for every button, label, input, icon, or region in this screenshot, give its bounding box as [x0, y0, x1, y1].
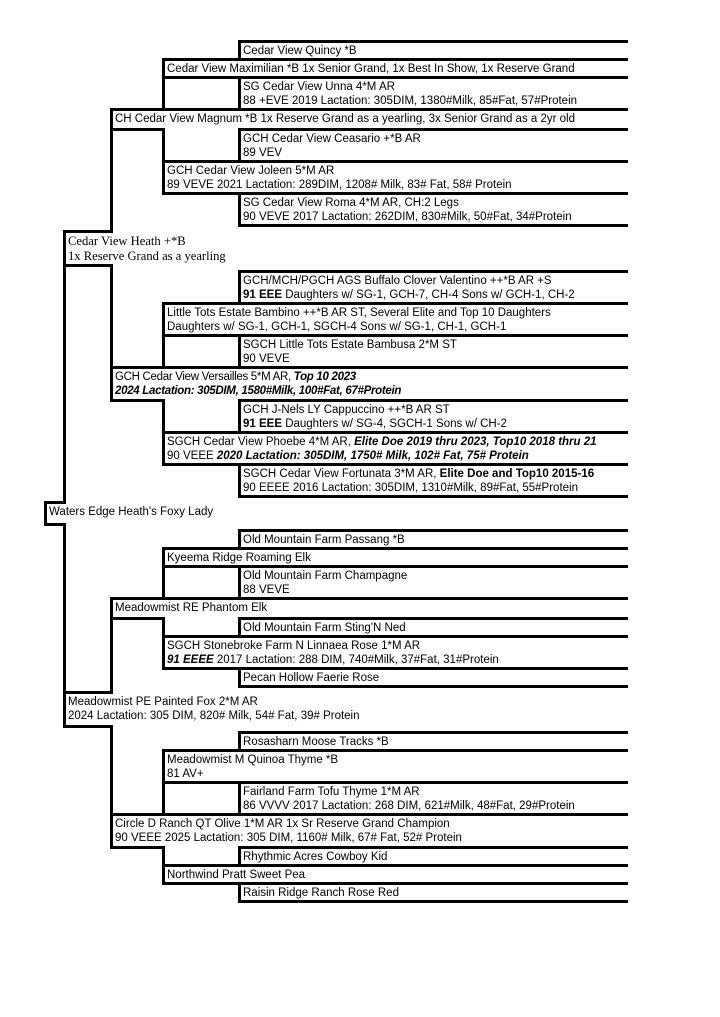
- pedigree-node-ceasario: [243, 132, 421, 160]
- sire-connector-line: [162, 58, 165, 111]
- node-bottom-line: [110, 399, 165, 402]
- sire-connector-line: [238, 128, 241, 163]
- animal-details: 89 VEV: [243, 147, 282, 159]
- animal-name: Northwind Pratt Sweet Pea: [167, 869, 306, 881]
- animal-name: Little Tots Estate Bambino ++*B AR ST, Several Elite and Top 10 Daughters: [167, 307, 551, 319]
- node-top-line: [110, 108, 628, 111]
- sire-connector-line: [162, 749, 165, 816]
- animal-details: 1x Reserve Grand as a yearling: [68, 249, 226, 263]
- animal-name: SGCH Cedar View Phoebe 4*M AR, Elite Doe 2019 thru 2023, Top10 2018 thru 21: [167, 436, 597, 448]
- pedigree-node-quincy: [243, 44, 357, 58]
- dam-connector-line: [162, 399, 165, 466]
- dam-connector-line: [63, 523, 66, 728]
- pedigree-node-rose-red: [243, 886, 399, 900]
- pedigree-node-faerie-rose: [243, 671, 379, 685]
- pedigree-node-foxy-lady: [49, 505, 213, 519]
- animal-details: Daughters w/ SG-1, GCH-1, SGCH-4 Sons w/ SG-1, CH-1, GCH-1: [167, 321, 507, 333]
- node-top-line: [238, 882, 628, 885]
- dam-connector-line: [110, 264, 113, 402]
- animal-details: 2024 Lactation: 305DIM, 1580#Milk, 100#Fat, 67#Protein: [115, 385, 402, 397]
- pedigree-node-roma: [243, 196, 572, 224]
- node-bottom-line: [238, 900, 628, 903]
- animal-details: 81 AV+: [167, 768, 204, 780]
- animal-name: GCH J-Nels LY Cappuccino ++*B AR ST: [243, 404, 450, 416]
- animal-name: GCH Cedar View Ceasario +*B AR: [243, 133, 421, 145]
- animal-details: 90 VEEE 2020 Lactation: 305DIM, 1750# Milk, 102# Fat, 75# Protein: [167, 450, 529, 462]
- pedigree-node-phoebe: [167, 435, 597, 463]
- dam-connector-line: [162, 128, 165, 195]
- sire-connector-line: [110, 108, 113, 233]
- animal-details: 91 EEE Daughters w/ SG-1, GCH-7, CH-4 Sons w/ GCH-1, CH-2: [243, 289, 575, 301]
- dam-connector-line: [238, 667, 241, 688]
- pedigree-node-passang: [243, 533, 405, 547]
- animal-name: Cedar View Maximilian *B 1x Senior Grand, 1x Best In Show, 1x Reserve Grand: [167, 63, 575, 75]
- sire-connector-line: [162, 302, 165, 369]
- node-bottom-line: [63, 264, 113, 267]
- node-top-line: [162, 864, 628, 867]
- animal-details: 91 EEE Daughters w/ SG-4, SGCH-1 Sons w/ CH-2: [243, 418, 507, 430]
- animal-name: GCH/MCH/PGCH AGS Buffalo Clover Valentino ++*B AR +S: [243, 275, 552, 287]
- animal-name: Cedar View Heath +*B: [68, 234, 186, 248]
- dam-connector-line: [238, 334, 241, 369]
- pedigree-node-unna: [243, 80, 577, 108]
- dam-connector-line: [238, 192, 241, 227]
- dam-connector-line: [162, 617, 165, 670]
- pedigree-node-moose-tracks: [243, 735, 389, 749]
- node-bottom-line: [110, 617, 165, 620]
- node-top-line: [110, 597, 628, 600]
- node-top-line: [238, 399, 628, 402]
- node-top-line: [238, 463, 628, 466]
- pedigree-node-fortunata: [243, 467, 594, 495]
- animal-name: Pecan Hollow Faerie Rose: [243, 672, 380, 684]
- animal-name: Meadowmist M Quinoa Thyme *B: [167, 754, 339, 766]
- dam-connector-line: [162, 846, 165, 885]
- animal-name: Old Mountain Farm Champagne: [243, 570, 408, 582]
- animal-details: 90 VEEE 2025 Lactation: 305 DIM, 1160# Milk, 67# Fat, 52# Protein: [115, 832, 462, 844]
- node-top-line: [162, 58, 628, 61]
- node-top-line: [238, 846, 628, 849]
- pedigree-node-phantom-elk: [115, 601, 267, 615]
- animal-name: Meadowmist RE Phantom Elk: [115, 602, 268, 614]
- pedigree-node-olive: [115, 817, 462, 845]
- animal-details: 88 VEVE: [243, 584, 290, 596]
- dam-connector-line: [238, 463, 241, 498]
- node-bottom-line: [238, 685, 628, 688]
- node-top-line: [238, 731, 628, 734]
- node-top-line: [162, 635, 628, 638]
- animal-details: 90 EEEE 2016 Lactation: 305DIM, 1310#Milk, 89#Fat, 55#Protein: [243, 482, 578, 494]
- sire-connector-line: [110, 597, 113, 694]
- dam-connector-line: [110, 725, 113, 849]
- node-bottom-line: [238, 495, 628, 498]
- node-top-line: [238, 667, 628, 670]
- node-left-border-line: [44, 501, 47, 526]
- animal-details: 88 +EVE 2019 Lactation: 305DIM, 1380#Milk, 85#Fat, 57#Protein: [243, 95, 578, 107]
- node-bottom-line: [238, 224, 628, 227]
- animal-details: 2024 Lactation: 305 DIM, 820# Milk, 54# Fat, 39# Protein: [68, 710, 360, 722]
- pedigree-node-versailles: [115, 370, 401, 398]
- animal-name: GCH Cedar View Versailles 5*M AR, Top 10 2023: [115, 371, 356, 383]
- pedigree-node-cowboy-kid: [243, 850, 387, 864]
- animal-details: 90 VEVE: [243, 353, 290, 365]
- pedigree-node-roaming-elk: [167, 551, 311, 565]
- node-top-line: [238, 76, 628, 79]
- node-top-line: [63, 691, 113, 694]
- node-top-line: [162, 431, 628, 434]
- pedigree-node-tofu-thyme: [243, 785, 575, 813]
- animal-details: 91 EEEE 2017 Lactation: 288 DIM, 740#Milk, 37#Fat, 31#Protein: [167, 654, 499, 666]
- pedigree-node-linnaea-rose: [167, 639, 499, 667]
- animal-name: Circle D Ranch QT Olive 1*M AR 1x Sr Reserve Grand Champion: [115, 818, 450, 830]
- dam-connector-line: [238, 882, 241, 903]
- animal-name: SGCH Stonebroke Farm N Linnaea Rose 1*M AR: [167, 640, 421, 652]
- animal-name: SG Cedar View Roma 4*M AR, CH:2 Legs: [243, 197, 459, 209]
- node-top-line: [238, 565, 628, 568]
- sire-connector-line: [162, 547, 165, 600]
- pedigree-node-bambusa: [243, 338, 457, 366]
- pedigree-node-maximilian: [167, 62, 575, 76]
- node-top-line: [63, 230, 113, 233]
- pedigree-node-bambino: [167, 306, 551, 334]
- pedigree-node-painted-fox: [68, 695, 360, 723]
- sire-connector-line: [238, 40, 241, 61]
- node-top-line: [110, 813, 628, 816]
- animal-details: 86 VVVV 2017 Lactation: 268 DIM, 621#Milk, 48#Fat, 29#Protein: [243, 800, 575, 812]
- animal-name: Old Mountain Farm Sting'N Ned: [243, 622, 406, 634]
- pedigree-node-magnum: [115, 112, 575, 126]
- sire-connector-line: [238, 846, 241, 867]
- dam-connector-line: [238, 565, 241, 600]
- animal-name: SG Cedar View Unna 4*M AR: [243, 81, 395, 93]
- node-top-line: [110, 366, 628, 369]
- animal-name: CH Cedar View Magnum *B 1x Reserve Grand as a yearling, 3x Senior Grand as a 2yr old: [115, 113, 576, 125]
- node-top-line: [162, 302, 628, 305]
- animal-name: Meadowmist PE Painted Fox 2*M AR: [68, 696, 258, 708]
- animal-name: Rosasharn Moose Tracks *B: [243, 736, 389, 748]
- pedigree-node-cappuccino: [243, 403, 507, 431]
- animal-name: Rhythmic Acres Cowboy Kid: [243, 851, 388, 863]
- animal-name: Cedar View Quincy *B: [243, 45, 357, 57]
- node-top-line: [238, 781, 628, 784]
- node-bottom-line: [63, 725, 113, 728]
- node-top-line: [238, 40, 628, 43]
- animal-details: 90 VEVE 2017 Lactation: 262DIM, 830#Milk, 50#Fat, 34#Protein: [243, 211, 572, 223]
- sire-connector-line: [238, 617, 241, 638]
- node-bottom-line: [110, 846, 165, 849]
- sire-connector-line: [238, 270, 241, 305]
- node-top-line: [238, 270, 628, 273]
- node-top-line: [162, 160, 628, 163]
- node-top-line: [238, 617, 628, 620]
- pedigree-node-sweet-pea: [167, 868, 305, 882]
- pedigree-node-sting-n-ned: [243, 621, 406, 635]
- node-top-line: [238, 128, 628, 131]
- animal-name: Old Mountain Farm Passang *B: [243, 534, 405, 546]
- pedigree-node-quinoa-thyme: [167, 753, 338, 781]
- pedigree-node-heath: [68, 234, 226, 264]
- animal-name: SGCH Cedar View Fortunata 3*M AR, Elite Doe and Top10 2015-16: [243, 468, 595, 480]
- node-top-line: [238, 529, 628, 532]
- animal-details: 89 VEVE 2021 Lactation: 289DIM, 1208# Milk, 83# Fat, 58# Protein: [167, 179, 512, 191]
- node-top-line: [162, 547, 628, 550]
- dam-connector-line: [238, 781, 241, 816]
- node-top-line: [238, 334, 628, 337]
- animal-name: Kyeema Ridge Roaming Elk: [167, 552, 311, 564]
- sire-connector-line: [238, 399, 241, 434]
- pedigree-node-joleen: [167, 164, 512, 192]
- node-top-line: [238, 192, 628, 195]
- animal-name: Raisin Ridge Ranch Rose Red: [243, 887, 399, 899]
- sire-connector-line: [63, 230, 66, 504]
- dam-connector-line: [238, 76, 241, 111]
- animal-name: Waters Edge Heath's Foxy Lady: [49, 506, 214, 518]
- node-bottom-line: [110, 128, 165, 131]
- animal-name: GCH Cedar View Joleen 5*M AR: [167, 165, 335, 177]
- pedigree-node-champagne: [243, 569, 407, 597]
- node-top-line: [162, 749, 628, 752]
- animal-name: Fairland Farm Tofu Thyme 1*M AR: [243, 786, 420, 798]
- animal-name: SGCH Little Tots Estate Bambusa 2*M ST: [243, 339, 457, 351]
- sire-connector-line: [238, 529, 241, 550]
- pedigree-node-valentino: [243, 274, 575, 302]
- sire-connector-line: [238, 731, 241, 752]
